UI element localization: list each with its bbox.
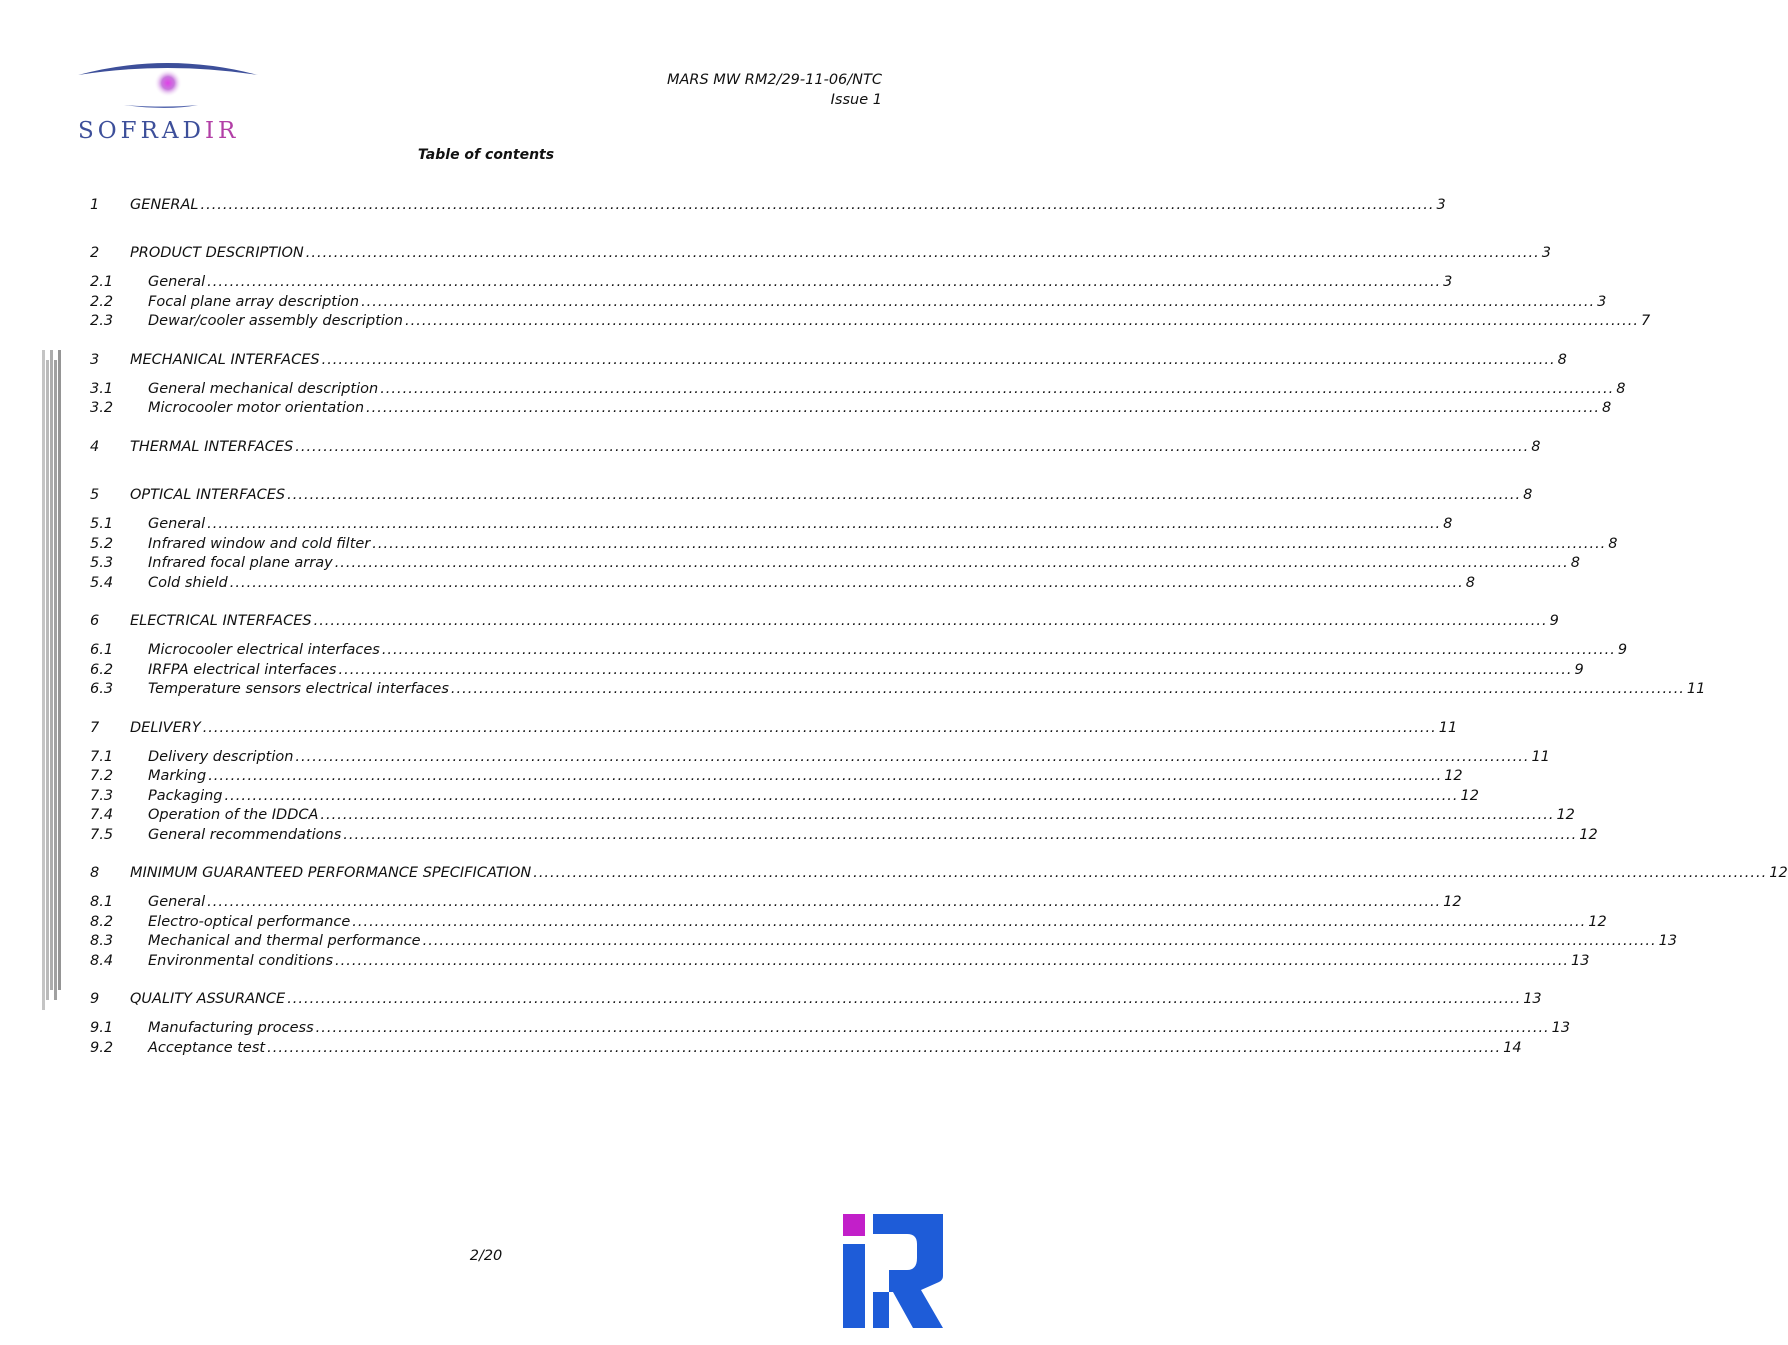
toc-entry-number: 2.1 xyxy=(90,274,114,290)
toc-entry-page: 12 xyxy=(1579,827,1598,843)
toc-entry-page: 13 xyxy=(1551,1020,1571,1036)
toc-entry-page: 3 xyxy=(1443,274,1453,290)
toc-leader-dots: ............................................................................................................................................................................................................................ xyxy=(405,313,1640,329)
toc-entry[interactable] xyxy=(90,662,1584,682)
toc-entry[interactable] xyxy=(90,681,1706,701)
toc-entry[interactable] xyxy=(90,294,1607,314)
toc-entry[interactable] xyxy=(90,953,1590,973)
toc-entry[interactable] xyxy=(90,381,1626,401)
toc-entry-title: Operation of the IDDCA xyxy=(148,807,319,823)
toc-leader-dots: ............................................................................................................................................................................................................................ xyxy=(305,245,1540,261)
company-name-ir: IR xyxy=(204,118,240,144)
toc-entry-title: Dewar/cooler assembly description xyxy=(148,313,403,329)
toc-leader-dots: ............................................................................................................................................................................................................................ xyxy=(295,439,1530,455)
toc-entry-page: 8 xyxy=(1602,400,1612,416)
toc-entry-number: 7.1 xyxy=(90,749,114,765)
toc-entry-page: 12 xyxy=(1444,768,1463,784)
toc-entry[interactable] xyxy=(90,197,1446,217)
toc-entry-page: 3 xyxy=(1597,294,1607,310)
toc-entry-page: 8 xyxy=(1465,575,1476,591)
toc-leader-dots: ............................................................................................................................................................................................................................ xyxy=(315,1020,1550,1036)
toc-entry-number: 8.3 xyxy=(90,933,114,949)
toc-leader-dots: ............................................................................................................................................................................................................................ xyxy=(335,953,1570,969)
toc-entry-page: 9 xyxy=(1617,642,1628,658)
toc-entry-title: Temperature sensors electrical interfaces xyxy=(148,681,449,697)
sofradir-logo xyxy=(72,55,272,150)
toc-entry-page: 9 xyxy=(1574,662,1584,678)
toc-entry[interactable] xyxy=(90,575,1476,595)
toc-leader-dots: ............................................................................................................................................................................................................................ xyxy=(352,914,1587,930)
toc-entry[interactable] xyxy=(90,555,1580,575)
toc-entry[interactable] xyxy=(90,807,1575,827)
toc-title: Table of contents xyxy=(417,147,555,163)
toc-entry[interactable] xyxy=(90,933,1678,953)
toc-entry-title: General xyxy=(148,516,206,532)
toc-entry-number: 6.2 xyxy=(90,662,114,678)
toc-entry-number: 5 xyxy=(90,487,100,503)
toc-entry[interactable] xyxy=(90,749,1550,769)
toc-entry-number: 9.2 xyxy=(90,1040,114,1056)
doc-issue: Issue 1 xyxy=(830,92,882,108)
toc-entry-page: 14 xyxy=(1503,1040,1522,1056)
toc-entry-number: 6.3 xyxy=(90,681,114,697)
strip-line xyxy=(42,350,45,1010)
toc-entry[interactable] xyxy=(90,768,1463,788)
ir-brand-mark-icon xyxy=(843,1214,943,1328)
toc-entry[interactable] xyxy=(90,1020,1571,1040)
toc-entry-page: 12 xyxy=(1443,894,1462,910)
toc-entry-title: General xyxy=(148,274,206,290)
toc-leader-dots: ............................................................................................................................................................................................................................ xyxy=(334,555,1569,571)
document-reference xyxy=(667,70,882,110)
toc-entry-page: 12 xyxy=(1769,865,1788,881)
toc-entry-number: 7.3 xyxy=(90,788,114,804)
toc-entry-page: 8 xyxy=(1443,516,1453,532)
toc-entry-page: 8 xyxy=(1570,555,1580,571)
toc-entry-number: 2.3 xyxy=(90,313,114,329)
toc-leader-dots: ............................................................................................................................................................................................................................ xyxy=(422,933,1657,949)
toc-leader-dots: ............................................................................................................................................................................................................................ xyxy=(343,827,1578,843)
toc-entry[interactable] xyxy=(90,352,1567,372)
toc-entry-title: Environmental conditions xyxy=(148,953,334,969)
toc-entry[interactable] xyxy=(90,400,1612,420)
toc-entry-title: Electro-optical performance xyxy=(148,914,351,930)
toc-entry-title: GENERAL xyxy=(130,197,199,213)
toc-entry[interactable] xyxy=(90,516,1453,536)
toc-entry-page: 13 xyxy=(1571,953,1590,969)
toc-entry-number: 8.2 xyxy=(90,914,114,930)
company-name: SOFRAD xyxy=(78,118,205,144)
toc-entry-number: 4 xyxy=(90,439,100,455)
toc-leader-dots: ............................................................................................................................................................................................................................ xyxy=(361,294,1596,310)
toc-leader-dots: ............................................................................................................................................................................................................................ xyxy=(207,894,1442,910)
toc-entry-title: Delivery description xyxy=(148,749,294,765)
toc-entry[interactable] xyxy=(90,487,1533,507)
toc-entry-number: 7.4 xyxy=(90,807,114,823)
toc-entry-title: MINIMUM GUARANTEED PERFORMANCE SPECIFICATION xyxy=(130,865,532,881)
side-barcode-strip xyxy=(42,350,64,1010)
toc-entry-title: OPTICAL INTERFACES xyxy=(130,487,286,503)
toc-entry-page: 8 xyxy=(1531,439,1541,455)
toc-entry-page: 8 xyxy=(1616,381,1626,397)
toc-entry-number: 3 xyxy=(90,352,100,368)
toc-leader-dots: ............................................................................................................................................................................................................................ xyxy=(287,487,1522,503)
strip-line xyxy=(54,360,57,1000)
toc-entry-number: 2 xyxy=(90,245,100,261)
toc-entry-title: THERMAL INTERFACES xyxy=(130,439,294,455)
toc-entry-number: 5.2 xyxy=(90,536,114,552)
toc-leader-dots: ............................................................................................................................................................................................................................ xyxy=(207,274,1442,290)
toc-entry[interactable] xyxy=(90,865,1788,885)
toc-entry[interactable] xyxy=(90,720,1458,740)
toc-entry-number: 7.5 xyxy=(90,827,114,843)
toc-entry-title: Infrared window and cold filter xyxy=(148,536,371,552)
toc-entry-page: 13 xyxy=(1523,991,1542,1007)
logo-arc-icon xyxy=(72,55,272,115)
toc-entry-page: 8 xyxy=(1608,536,1618,552)
toc-leader-dots: ............................................................................................................................................................................................................................ xyxy=(202,720,1437,736)
toc-entry-title: QUALITY ASSURANCE xyxy=(130,991,286,1007)
toc-leader-dots: ............................................................................................................................................................................................................................ xyxy=(295,749,1530,765)
toc-leader-dots: ............................................................................................................................................................................................................................ xyxy=(533,865,1768,881)
toc-leader-dots: ............................................................................................................................................................................................................................ xyxy=(372,536,1607,552)
toc-leader-dots: ............................................................................................................................................................................................................................ xyxy=(320,807,1555,823)
toc-entry-title: General xyxy=(148,894,206,910)
toc-entry-page: 11 xyxy=(1531,749,1550,765)
toc-entry-title: Mechanical and thermal performance xyxy=(148,933,421,949)
toc-entry-page: 7 xyxy=(1641,313,1651,329)
toc-entry-page: 9 xyxy=(1549,613,1559,629)
toc-leader-dots: ............................................................................................................................................................................................................................ xyxy=(313,613,1548,629)
toc-entry[interactable] xyxy=(90,827,1598,847)
toc-leader-dots: ............................................................................................................................................................................................................................ xyxy=(208,768,1443,784)
strip-line xyxy=(58,350,61,990)
strip-line xyxy=(46,360,49,1000)
toc-leader-dots: ............................................................................................................................................................................................................................ xyxy=(321,352,1556,368)
toc-entry-page: 3 xyxy=(1436,197,1446,213)
toc-entry[interactable] xyxy=(90,894,1462,914)
toc-entry-number: 5.1 xyxy=(90,516,114,532)
toc-entry-title: Acceptance test xyxy=(148,1040,266,1056)
strip-line xyxy=(50,350,53,990)
toc-entry[interactable] xyxy=(90,536,1618,556)
toc-entry[interactable] xyxy=(90,313,1651,333)
toc-entry[interactable] xyxy=(90,613,1559,633)
toc-entry-number: 2.2 xyxy=(90,294,114,310)
toc-leader-dots: ............................................................................................................................................................................................................................ xyxy=(200,197,1435,213)
toc-entry-page: 3 xyxy=(1541,245,1551,261)
toc-entry-title: Cold shield xyxy=(148,575,228,591)
toc-entry-title: Manufacturing process xyxy=(148,1020,314,1036)
toc-entry[interactable] xyxy=(90,439,1541,459)
toc-leader-dots: ............................................................................................................................................................................................................................ xyxy=(229,575,1464,591)
toc-leader-dots: ............................................................................................................................................................................................................................ xyxy=(224,788,1459,804)
toc-entry[interactable] xyxy=(90,642,1628,662)
toc-entry-title: Packaging xyxy=(148,788,223,804)
toc-entry-title: Microcooler motor orientation xyxy=(148,400,365,416)
company-wordmark xyxy=(78,118,239,144)
toc-entry-page: 8 xyxy=(1557,352,1567,368)
toc-entry-page: 12 xyxy=(1556,807,1575,823)
toc-leader-dots: ............................................................................................................................................................................................................................ xyxy=(366,400,1601,416)
toc-entry-title: General mechanical description xyxy=(148,381,379,397)
toc-entry-title: ELECTRICAL INTERFACES xyxy=(130,613,312,629)
toc-entry-page: 11 xyxy=(1686,681,1706,697)
toc-entry-number: 7 xyxy=(90,720,100,736)
toc-leader-dots: ............................................................................................................................................................................................................................ xyxy=(338,662,1573,678)
toc-entry-page: 12 xyxy=(1460,788,1479,804)
toc-leader-dots: ............................................................................................................................................................................................................................ xyxy=(267,1040,1502,1056)
doc-ref-code: MARS MW RM2/29-11-06/NTC xyxy=(666,72,882,88)
toc-entry[interactable] xyxy=(90,914,1607,934)
toc-entry-number: 8.1 xyxy=(90,894,114,910)
toc-entry-number: 1 xyxy=(90,197,100,213)
toc-leader-dots: ............................................................................................................................................................................................................................ xyxy=(380,381,1615,397)
toc-leader-dots: ............................................................................................................................................................................................................................ xyxy=(450,681,1685,697)
toc-entry-page: 13 xyxy=(1658,933,1678,949)
toc-entry-number: 3.2 xyxy=(90,400,114,416)
toc-entry-title: DELIVERY xyxy=(130,720,201,736)
toc-entry-number: 3.1 xyxy=(90,381,114,397)
toc-entry-number: 9.1 xyxy=(90,1020,114,1036)
toc-entry-title: Infrared focal plane array xyxy=(148,555,333,571)
toc-entry-number: 6.1 xyxy=(90,642,114,658)
toc-entry[interactable] xyxy=(90,274,1453,294)
toc-entry-title: PRODUCT DESCRIPTION xyxy=(130,245,304,261)
toc-entry-number: 9 xyxy=(90,991,100,1007)
toc-entry-number: 6 xyxy=(90,613,100,629)
toc-entry-title: MECHANICAL INTERFACES xyxy=(130,352,320,368)
page-number: 2/20 xyxy=(469,1248,503,1264)
toc-entry-page: 11 xyxy=(1438,720,1458,736)
toc-entry[interactable] xyxy=(90,788,1479,808)
toc-entry-number: 8.4 xyxy=(90,953,114,969)
toc-entry-page: 12 xyxy=(1588,914,1607,930)
toc-entry-number: 5.3 xyxy=(90,555,114,571)
toc-entry-title: Marking xyxy=(148,768,207,784)
toc-entry[interactable] xyxy=(90,991,1542,1011)
toc-entry[interactable] xyxy=(90,1040,1522,1060)
toc-entry-number: 5.4 xyxy=(90,575,114,591)
toc-leader-dots: ............................................................................................................................................................................................................................ xyxy=(381,642,1616,658)
toc-leader-dots: ............................................................................................................................................................................................................................ xyxy=(207,516,1442,532)
toc-entry-title: Microcooler electrical interfaces xyxy=(148,642,380,658)
toc-entry-title: General recommendations xyxy=(148,827,342,843)
toc-entry-title: IRFPA electrical interfaces xyxy=(148,662,337,678)
toc-entry[interactable] xyxy=(90,245,1551,265)
toc-entry-page: 8 xyxy=(1523,487,1533,503)
toc-entry-title: Focal plane array description xyxy=(148,294,360,310)
toc-entry-number: 8 xyxy=(90,865,100,881)
toc-entry-number: 7.2 xyxy=(90,768,114,784)
toc-leader-dots: ............................................................................................................................................................................................................................ xyxy=(287,991,1522,1007)
